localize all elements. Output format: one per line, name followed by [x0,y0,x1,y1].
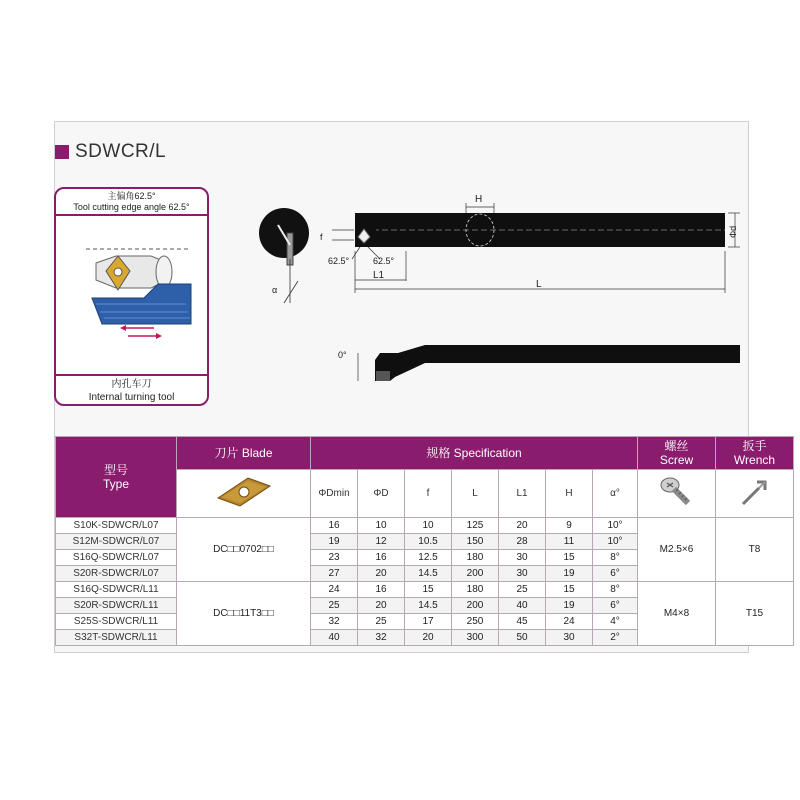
value-cell: 180 [452,550,499,566]
value-cell: 20 [358,598,405,614]
value-cell: 40 [311,630,358,646]
specification-table [55,436,794,646]
value-cell: 10 [358,518,405,534]
value-cell: 28 [499,534,546,550]
value-cell: 14.5 [405,598,452,614]
spec-col-6: α° [593,470,638,518]
type-cell: S20R-SDWCR/L07 [56,566,177,582]
angle-right-label: 62.5° [373,256,395,266]
value-cell: 150 [452,534,499,550]
value-cell: 12 [358,534,405,550]
value-cell: 9 [546,518,593,534]
wrench-cell: T15 [716,582,794,646]
spec-col-5: H [546,470,593,518]
value-cell: 30 [499,550,546,566]
spec-header: 规格 Specification [311,437,638,470]
value-cell: 200 [452,598,499,614]
value-cell: 25 [358,614,405,630]
alpha-label: α [272,285,278,295]
value-cell: 10.5 [405,534,452,550]
value-cell: 6° [593,598,638,614]
cutting-angle-cn: 主偏角62.5° [107,191,156,201]
zero-angle-label: 0° [338,350,347,360]
insert-icon [177,470,311,518]
value-cell: 24 [311,582,358,598]
value-cell: 15 [405,582,452,598]
value-cell: 8° [593,550,638,566]
screw-header-en: Screw [659,453,694,467]
value-cell: 17 [405,614,452,630]
type-cell: S25S-SDWCR/L11 [56,614,177,630]
tool-type-cn: 内孔车刀 [111,379,152,390]
value-cell: 19 [311,534,358,550]
h-label: H [475,194,483,205]
type-cell: S16Q-SDWCR/L07 [56,550,177,566]
type-header [56,437,177,518]
screw-icon [638,470,716,518]
value-cell: 12.5 [405,550,452,566]
tool-shank-side [375,345,740,381]
table-row [56,582,794,598]
value-cell: 32 [311,614,358,630]
screw-cell: M4×8 [638,582,716,646]
wrench-header [716,437,794,470]
wrench-header-en: Wrench [733,453,776,467]
value-cell: 30 [546,630,593,646]
product-title [55,141,166,163]
type-header-en: Type [102,477,129,491]
type-cell: S16Q-SDWCR/L11 [56,582,177,598]
value-cell: 300 [452,630,499,646]
value-cell: 20 [499,518,546,534]
value-cell: 8° [593,582,638,598]
cutting-angle-en: Tool cutting edge angle 62.5° [73,202,190,212]
blade-header: 刀片 Blade [177,437,311,470]
value-cell: 2° [593,630,638,646]
value-cell: 15 [546,582,593,598]
value-cell: 40 [499,598,546,614]
tool-type-en: Internal turning tool [88,392,175,403]
angle-left-label: 62.5° [328,256,350,266]
screw-header [638,437,716,470]
value-cell: 50 [499,630,546,646]
type-cell: S10K-SDWCR/L07 [56,518,177,534]
value-cell: 19 [546,566,593,582]
value-cell: 16 [358,582,405,598]
type-cell: S20R-SDWCR/L11 [56,598,177,614]
value-cell: 16 [358,550,405,566]
title-text: SDWCR/L [75,141,167,162]
value-cell: 19 [546,598,593,614]
type-header-cn: 型号 [103,463,128,477]
cutting-angle-caption [56,189,207,216]
technical-drawing [230,185,740,400]
title-marker [55,145,69,159]
value-cell: 23 [311,550,358,566]
wrench-cell: T8 [716,518,794,582]
type-cell: S32T-SDWCR/L11 [56,630,177,646]
l-label: L [536,279,542,290]
end-view-circle [259,208,309,258]
value-cell: 200 [452,566,499,582]
value-cell: 10° [593,534,638,550]
value-cell: 14.5 [405,566,452,582]
value-cell: 10 [405,518,452,534]
value-cell: 250 [452,614,499,630]
wrench-icon [716,470,794,518]
type-cell: S12M-SDWCR/L07 [56,534,177,550]
value-cell: 32 [358,630,405,646]
value-cell: 27 [311,566,358,582]
spec-col-2: f [405,470,452,518]
phi-d-label: Φd [728,225,738,238]
screw-cell: M2.5×6 [638,518,716,582]
value-cell: 24 [546,614,593,630]
wrench-header-cn: 扳手 [742,439,767,453]
value-cell: 25 [311,598,358,614]
tool-type-caption [56,374,207,404]
tool-illustration-box [54,187,209,406]
value-cell: 4° [593,614,638,630]
spec-col-0: ΦDmin [311,470,358,518]
value-cell: 25 [499,582,546,598]
table-row [56,518,794,534]
f-label: f [320,232,323,242]
value-cell: 11 [546,534,593,550]
value-cell: 20 [405,630,452,646]
internal-turning-illustration [56,218,207,374]
l1-label: L1 [373,270,385,281]
value-cell: 45 [499,614,546,630]
value-cell: 16 [311,518,358,534]
spec-col-1: ΦD [358,470,405,518]
screw-header-cn: 螺丝 [664,439,689,453]
spec-col-4: L1 [499,470,546,518]
value-cell: 180 [452,582,499,598]
blade-cell: DC□□11T3□□ [177,582,311,646]
value-cell: 6° [593,566,638,582]
value-cell: 15 [546,550,593,566]
blade-cell: DC□□0702□□ [177,518,311,582]
value-cell: 10° [593,518,638,534]
spec-col-3: L [452,470,499,518]
value-cell: 20 [358,566,405,582]
value-cell: 125 [452,518,499,534]
value-cell: 30 [499,566,546,582]
